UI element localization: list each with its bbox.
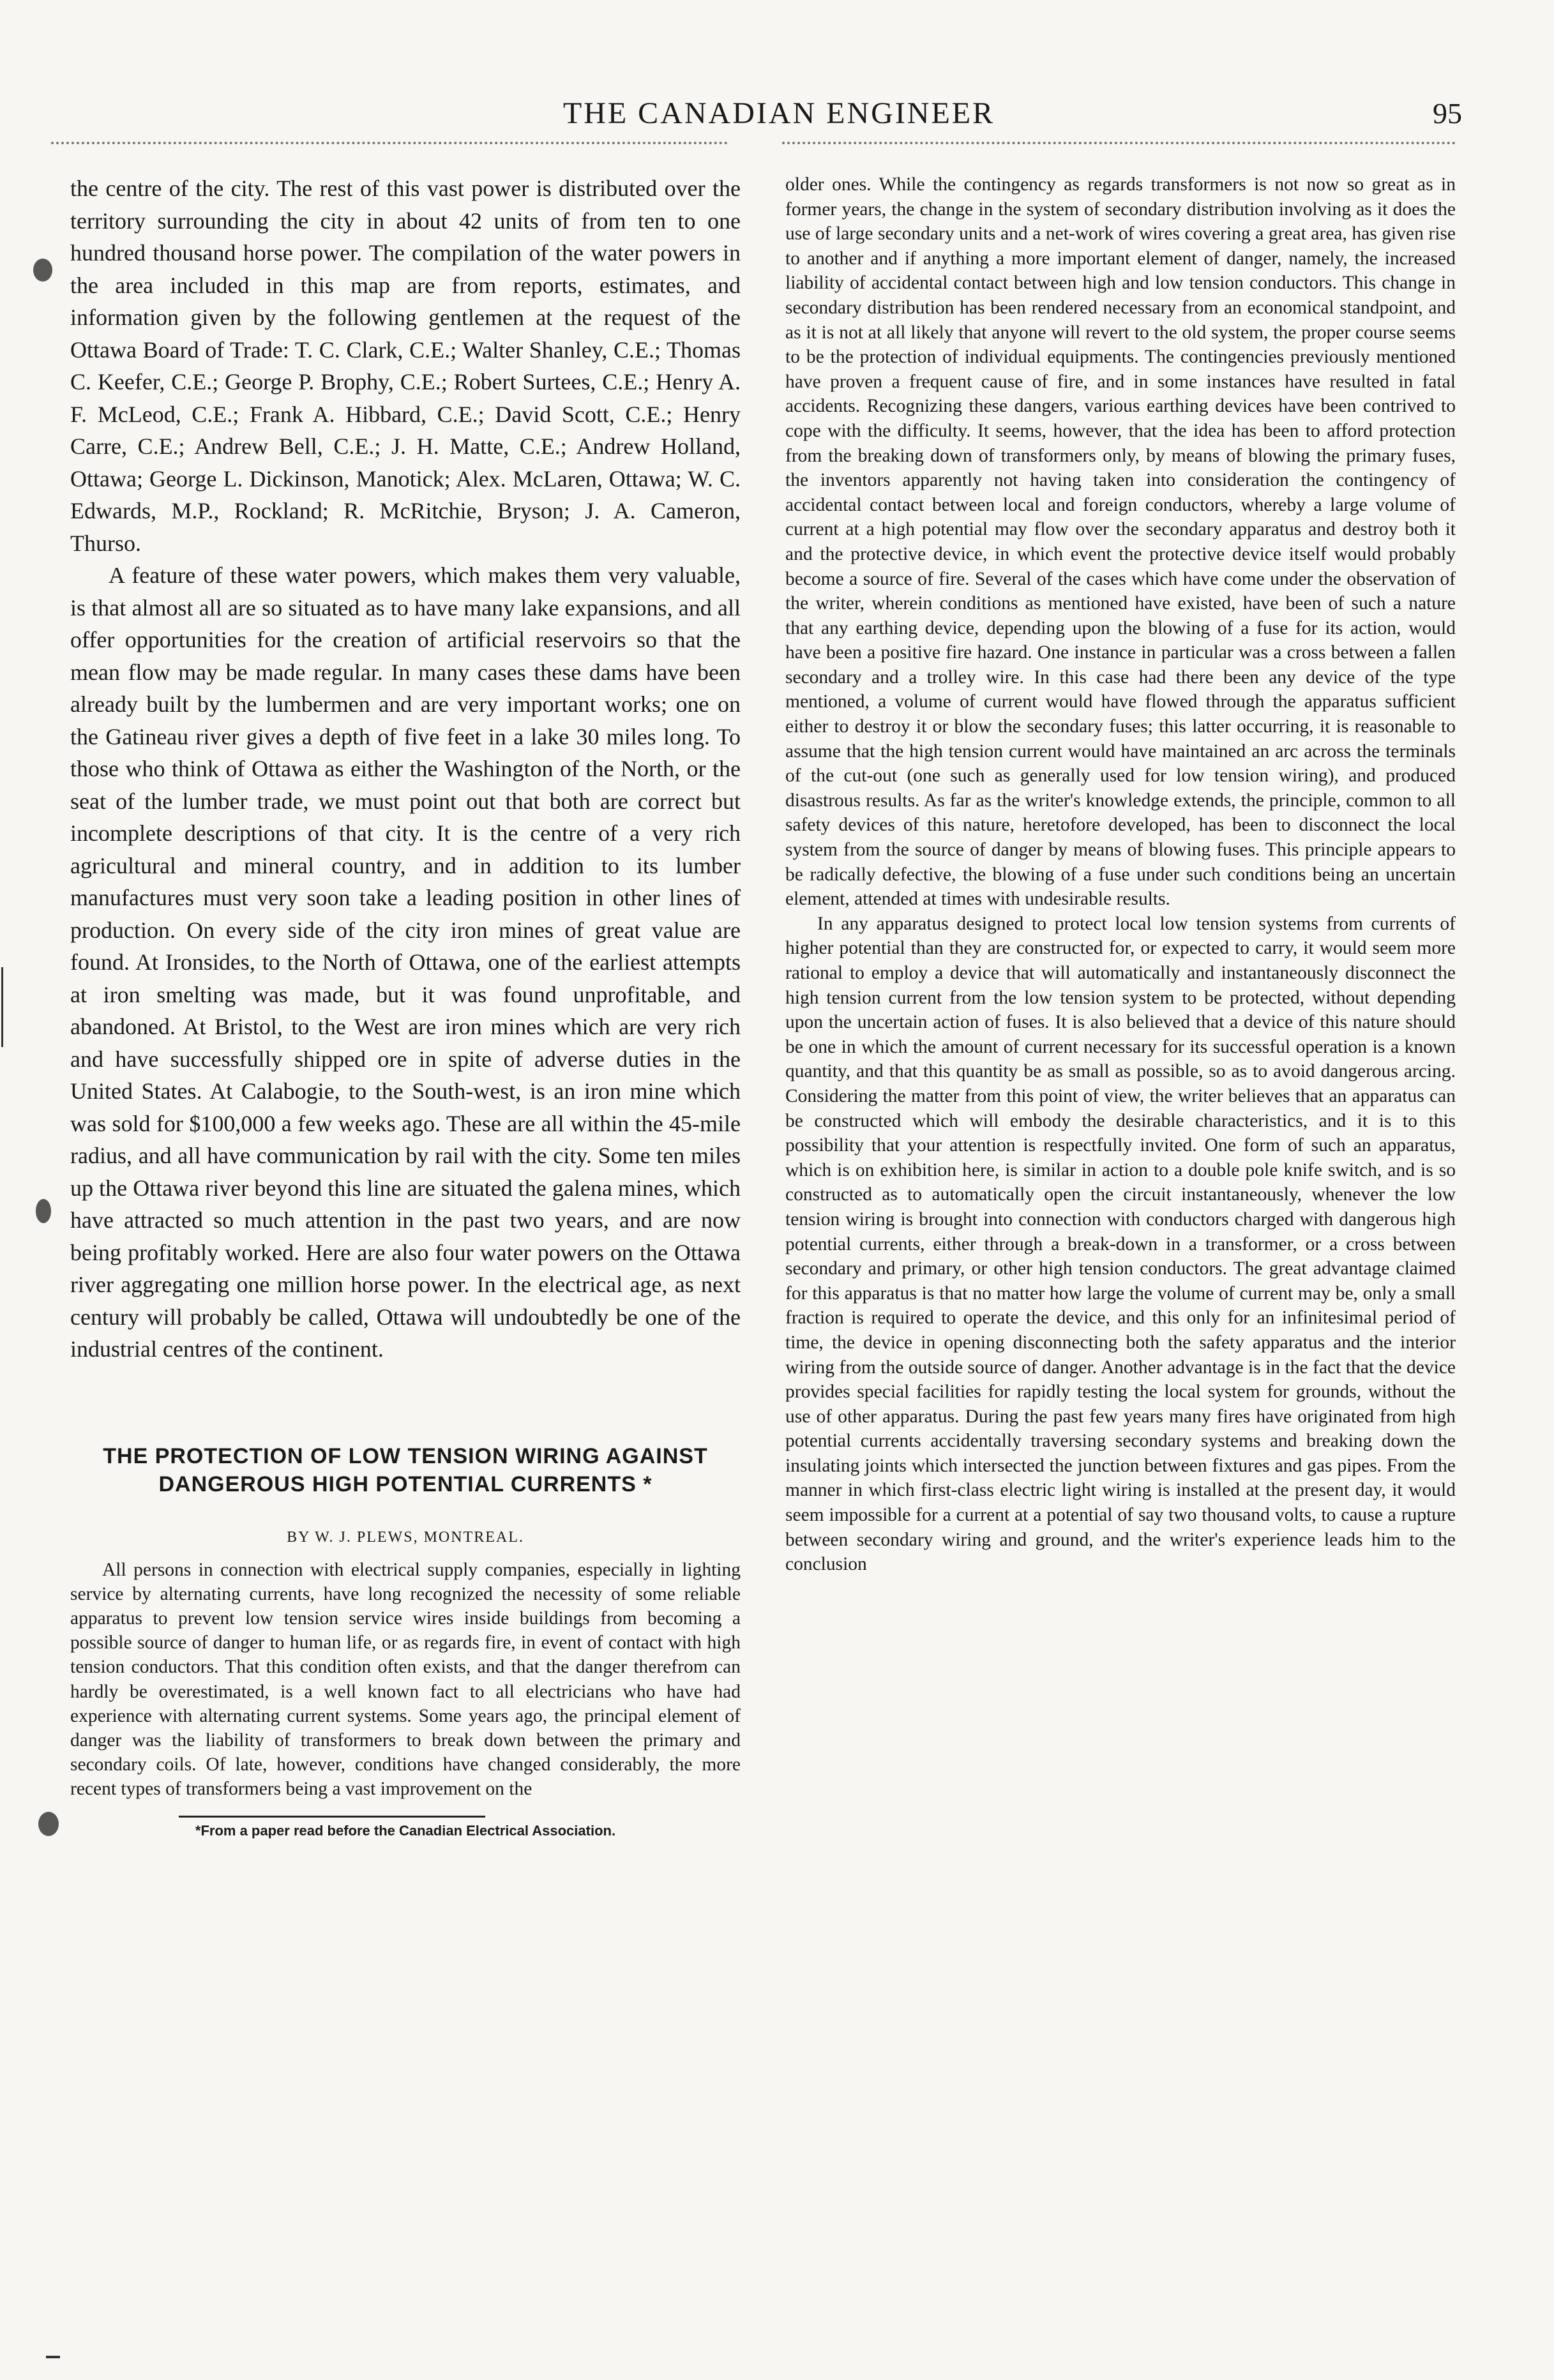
left-column xyxy=(70,172,741,1841)
page-number: 95 xyxy=(1433,97,1462,130)
margin-mark-left xyxy=(1,967,3,1047)
article-byline: BY W. J. PLEWS, MONTREAL. xyxy=(287,1528,524,1546)
scan-smudge-top xyxy=(33,259,52,282)
right-paragraph-1: older ones. While the contingency as regards transformers is not now so great as in former years, the change in the system of secondary distribution involving as it does the use of large secondary units and a net-work of wires covering a great area, has given rise to another and if anything a more important element of danger, namely, the increased liability of accidental contact between high and low tension conductors. This change in secondary distribution has been rendered necessary from an economical standpoint, and as it is not at all likely that anyone will revert to the old system, the proper course seems to be the protection of individual equipments. The contingencies previously mentioned have proven a frequent cause of fire, and in some instances have resulted in fatal accidents. Recognizing these dangers, various earthing devices have been contrived to cope with the difficulty. It seems, however, that the idea has been to afford protection from the breaking down of transformers only, by means of blowing the primary fuses, the inventors apparently not having taken into consideration the contingency of accidental contact between local and foreign conductors, whereby a large volume of current at a high potential may flow over the secondary apparatus and destroy both it and the protective device, in which event the protective device itself would probably become a source of fire. Several of the cases which have come under the observation of the writer, wherein conditions as mentioned have existed, have been of such a nature that any earthing device, depending upon the blowing of a fuse for its action, would have been a positive fire hazard. One instance in particular was a cross between a fallen secondary and a trolley wire. In this case had there been any device of the type mentioned, a volume of current would have flowed through the apparatus sufficient either to destroy it or blow the secondary fuses; this latter occurring, it is reasonable to assume that the high tension current would have maintained an arc across the terminals of the cut-out (one such as generally used for low tension wiring), and produced disastrous results. As far as the writer's knowledge extends, the principle, common to all safety devices of this nature, heretofore developed, has been to disconnect the local system from the source of danger by means of blowing fuses. This principle appears to be radically defective, the blowing of a fuse under such conditions being an uncertain element, attended at times with undesirable results. xyxy=(785,174,1456,910)
scan-smudge-lower xyxy=(38,1812,59,1836)
left-paragraph-1: the centre of the city. The rest of this vast power is distributed over the territory surrounding the city in about 42 units of from ten to one hundred thousand horse power. The compilation of the water powers in the area included in this map are from reports, estimates, and information given by the following gentlemen at the request of the Ottawa Board of Trade: T. C. Clark, C.E.; Walter Shanley, C.E.; Thomas C. Keefer, C.E.; George P. Brophy, C.E.; Robert Surtees, C.E.; Henry A. F. McLeod, C.E.; Frank A. Hibbard, C.E.; David Scott, C.E.; Henry Carre, C.E.; Andrew Bell, C.E.; J. H. Matte, C.E.; Andrew Holland, Ottawa; George L. Dickinson, Manotick; Alex. McLaren, Ottawa; W. C. Edwards, M.P., Rockland; R. McRitchie, Bryson; J. A. Cameron, Thurso. xyxy=(70,176,741,556)
journal-title: THE CANADIAN ENGINEER xyxy=(562,96,995,130)
right-paragraph-2: In any apparatus designed to protect local low tension systems from currents of higher potential than they are constructed for, or expected to carry, it would seem more rational to employ a device that will automatically and instantaneously disconnect the high tension current from the low tension system to be protected, without depending upon the uncertain action of fuses. It is also believed that a device of this nature should be one in which the amount of current necessary for its successful operation is a known quantity, and that this quantity be as small as possible, so as to avoid dangerous arcing. Considering the matter from this point of view, the writer believes that an apparatus can be constructed which will embody the desirable characteristics, and it is to this possibility that your attention is respectfully invited. One form of such an apparatus, which is on exhibition here, is similar in action to a double pole knife switch, and is so constructed as to automatically open the circuit instantaneously, whenever the low tension wiring is brought into connection with conductors charged with dangerous high potential currents, either through a break-down in a transformer, or a cross between secondary and primary, or other high tension conductors. The great advantage claimed for this apparatus is that no matter how large the volume of current may be, only a small fraction is required to operate the device, and this only for an infinitesimal period of time, the device in opening disconnecting both the safety apparatus and the interior wiring from the outside source of danger. Another advantage is in the fact that the device provides special facilities for rapidly testing the local system for grounds, without the use of other apparatus. During the past few years many fires have originated from high potential currents accidentally traversing secondary systems and breaking down the insulating joints which intersected the junction between fixtures and gas pipes. From the manner in which first-class electric light wiring is installed at the present day, it would seem impossible for a current at a potential of say two thousand volts, to cause a rupture between secondary wiring and ground, and the writer's experience leads him to the conclusion xyxy=(785,913,1456,1575)
footnote-rule xyxy=(179,1816,485,1818)
header-rule-left xyxy=(51,142,728,144)
article-title: THE PROTECTION OF LOW TENSION WIRING AGAINST DANGEROUS HIGH POTENTIAL CURRENTS * xyxy=(103,1443,708,1496)
header-rule-right xyxy=(782,142,1456,144)
running-header xyxy=(0,94,1554,133)
right-column xyxy=(785,172,1456,1577)
article-paragraph-1: All persons in connection with electrical supply companies, especially in lighting service by alternating currents, have long recognized the necessity of some reliable apparatus to prevent low tension service wires inside buildings from becoming a possible source of danger to human life, or as regards fire, in event of contact with high tension conductors. That this condition often exists, and that the danger therefrom can hardly be overestimated, is a well known fact to all electricians who have had experience with alternating current systems. Some years ago, the principal element of danger was the liability of transformers to break down between the primary and secondary coils. Of late, however, conditions have changed considerably, the more recent types of transformers being a vast improvement on the xyxy=(70,1559,741,1800)
left-paragraph-2: A feature of these water powers, which makes them very valuable, is that almost all are so situated as to have many lake expansions, and all offer opportunities for the creation of artificial reservoirs so that the mean flow may be made regular. In many cases these dams have been already built by the lumbermen and are very important works; one on the Gatineau river gives a depth of five feet in a lake 30 miles long. To those who think of Ottawa as either the Washington of the North, or the seat of the lumber trade, we must point out that both are correct but incomplete descriptions of that city. It is the centre of a very rich agricultural and mineral country, and in addition to its lumber manufactures must very soon take a leading position in other lines of production. On every side of the city iron mines of great value are found. At Ironsides, to the North of Ottawa, one of the earliest attempts at iron smelting was made, but it was found unprofitable, and abandoned. At Bristol, to the West are iron mines which are very rich and have successfully shipped ore in spite of adverse duties in the United States. At Calabogie, to the South-west, is an iron mine which was sold for $100,000 a few weeks ago. These are all within the 45-mile radius, and all have communication by rail with the city. Some ten miles up the Ottawa river beyond this line are situated the galena mines, which have attracted so much attention in the past two years, and are now being profitably worked. Here are also four water powers on the Ottawa river aggregating one million horse power. In the electrical age, as next century will probably be called, Ottawa will undoubtedly be one of the industrial centres of the continent. xyxy=(70,562,741,1362)
footnote: *From a paper read before the Canadian Electrical Association. xyxy=(195,1822,616,1839)
margin-mark-bottom xyxy=(46,2356,60,2358)
scan-smudge-middle xyxy=(36,1199,51,1223)
